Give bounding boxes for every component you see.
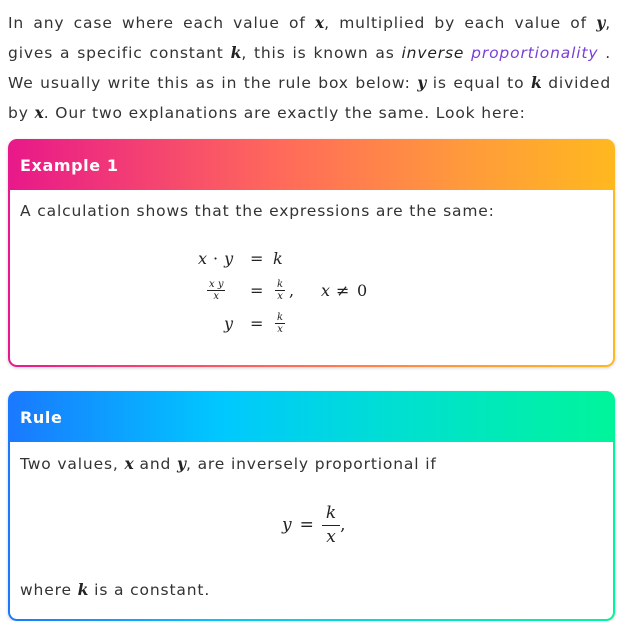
var-k: k [530,73,542,92]
rule-text-part: , are inversely proportional if [186,455,437,473]
rule-text-part: is a constant. [94,581,211,599]
math-denominator: x [277,290,283,302]
math-op: = [250,280,264,300]
intro-text: is equal to [432,74,525,92]
intro-text: , gives a specific constant [8,14,612,62]
math-var: x [198,248,208,268]
math-denominator: x [213,290,220,302]
math-denominator: x [277,323,283,335]
var-k: k [77,580,89,599]
rule-note [20,580,210,599]
rule-body [10,442,613,619]
var-x: x [124,454,134,473]
intro-text: divided by [8,74,612,122]
math-op: · [213,248,219,268]
math-op: = [299,515,314,535]
example-title: Example 1 [20,156,119,175]
var-y: y [596,13,606,32]
intro-paragraph [8,8,611,128]
math-numerator: k [322,504,340,526]
term-inverse: inverse [401,44,465,62]
intro-text: , multiplied by each value of [324,14,587,32]
var-x: x [314,13,325,32]
var-x: x [34,103,44,122]
rule-card [8,391,615,621]
math-numerator: k [277,278,284,290]
example-text: A calculation shows that the expressions are the same: [20,202,495,220]
term-proportionality-link[interactable]: proportionality [471,44,599,62]
math-op: , [289,280,295,300]
math-op: = [250,248,264,268]
var-y: y [417,73,427,92]
var-y: y [177,454,187,473]
intro-text: , this is known as [241,44,395,62]
math-var: y [224,248,234,268]
math-var: x [321,280,331,300]
equation-row-2 [207,275,407,305]
math-op: , [340,515,346,535]
intro-text: . We usually write this as in the rule box below: [8,44,612,92]
math-var: k [273,248,283,268]
math-numerator: x y [209,278,224,290]
example-body [10,190,613,365]
equation-row-3 [224,308,344,338]
math-denominator: x [326,526,336,547]
math-fraction [207,279,225,302]
rule-text-part: and [139,455,172,473]
equation-row-1 [198,246,283,270]
rule-text [20,454,603,473]
math-var: y [224,313,234,333]
math-var: y [282,515,292,535]
math-op: = [250,313,264,333]
math-numerator: k [277,311,284,323]
intro-text: . Our two explanations are exactly the same. Look here: [43,104,526,122]
math-fraction [275,279,285,302]
rule-title: Rule [20,408,63,427]
rule-formula [282,502,346,548]
rule-text-part: where [20,581,72,599]
example-card [8,139,615,367]
math-fraction [322,504,340,546]
math-number: 0 [357,280,368,300]
intro-text: In any case where each value of [8,14,306,32]
var-k: k [230,43,242,62]
math-fraction [275,312,285,335]
rule-text-part: Two values, [20,455,119,473]
math-op: ≠ [336,280,350,300]
